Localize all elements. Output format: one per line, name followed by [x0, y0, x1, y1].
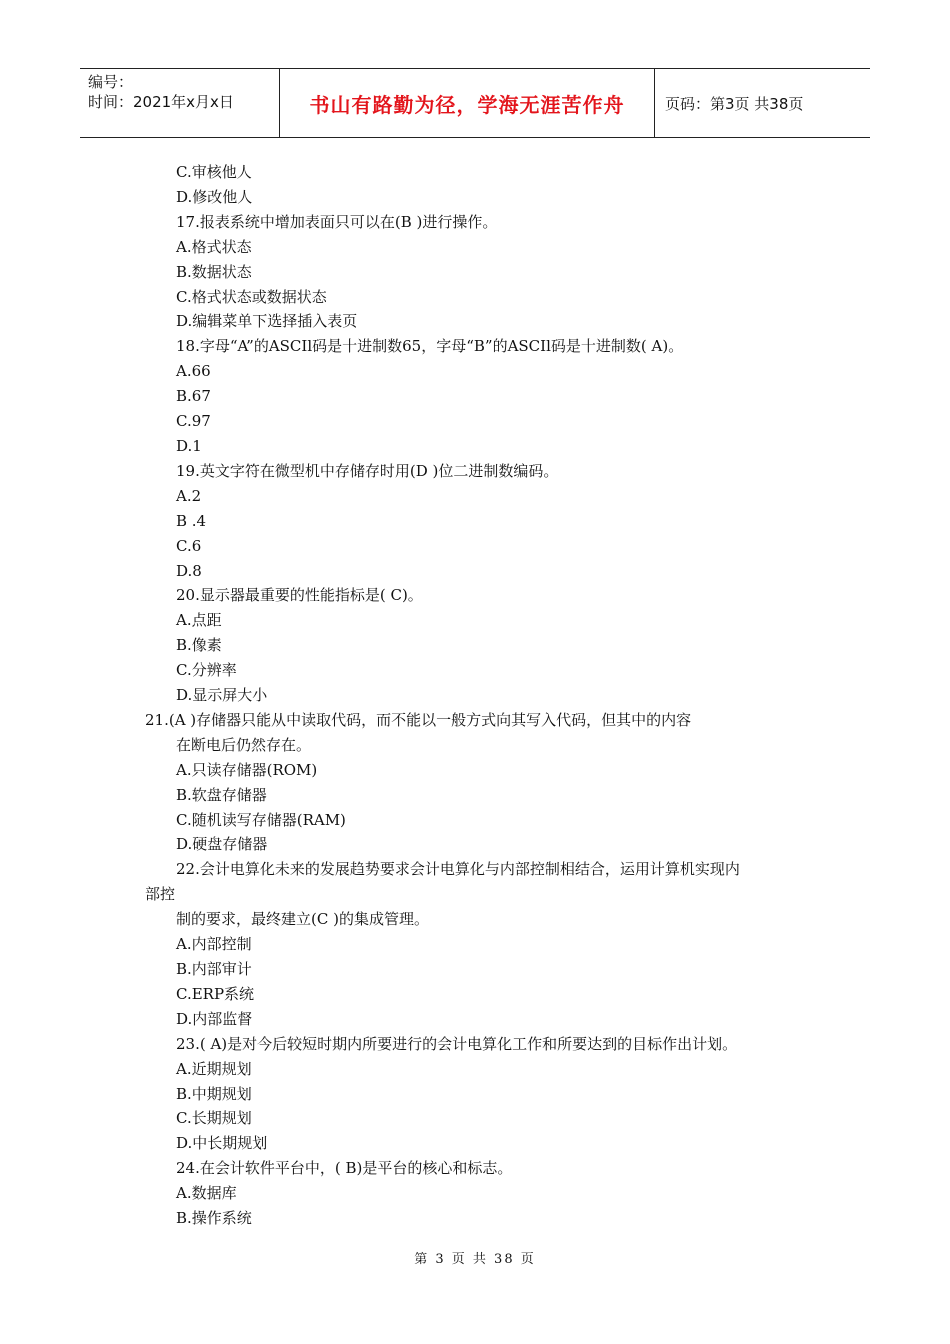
text-line: B.中期规划 — [176, 1084, 252, 1103]
text-line: B.内部审计 — [176, 960, 252, 978]
text-line: 21.(A )存储器只能从中读取代码，而不能以一般方式向其写入代码，但其中的内容 — [145, 710, 692, 729]
text-line: D.硬盘存储器 — [176, 835, 268, 854]
text-line: B.像素 — [176, 636, 222, 655]
motto-text: 书山有路勤为径，学海无涯苦作舟 — [309, 92, 625, 117]
text-line: A.内部控制 — [176, 935, 252, 954]
text-line: A.近期规划 — [176, 1059, 252, 1078]
text-line: 制的要求，最终建立(C )的集成管理。 — [176, 910, 429, 929]
text-line: 在断电后仍然存在。 — [176, 735, 312, 754]
text-line: A.2 — [176, 486, 202, 505]
page-footer — [0, 1248, 950, 1267]
text-line: C.随机读写存储器(RAM) — [176, 810, 346, 829]
text-line: B .4 — [176, 511, 207, 530]
text-line: C.97 — [176, 412, 211, 431]
text-line: A.66 — [176, 362, 211, 381]
text-line: 18.字母“A”的ASCIl码是十进制数65，字母“B”的ASCIl码是十进制数( A)。 — [176, 337, 684, 356]
page-label: 页码：第3页 共38页 — [665, 94, 804, 113]
number-label: 编号： — [88, 73, 134, 91]
text-line: 17.报表系统中增加表面只可以在(B )进行操作。 — [176, 212, 498, 231]
text-line: C.分辨率 — [176, 661, 237, 680]
footer-page-number: 第 3 页 共 38 页 — [414, 1252, 536, 1267]
text-line: B.操作系统 — [176, 1209, 252, 1228]
text-line: 24.在会计软件平台中，( B)是平台的核心和标志。 — [176, 1159, 513, 1178]
text-line: C.ERP系统 — [176, 984, 255, 1003]
text-line: D.1 — [176, 436, 202, 455]
page-info-cell — [655, 69, 870, 137]
question-body — [145, 160, 825, 1231]
text-line: B.软盘存储器 — [176, 785, 267, 804]
text-line: B.67 — [176, 387, 211, 406]
text-line: A.数据库 — [176, 1184, 237, 1203]
text-line: 20.显示器最重要的性能指标是( C)。 — [176, 586, 423, 605]
text-line: 22.会计电算化未来的发展趋势要求会计电算化与内部控制相结合，运用计算机实现内 — [176, 860, 740, 879]
text-line: A.格式状态 — [176, 237, 252, 256]
text-line: C.长期规划 — [176, 1109, 252, 1128]
text-line: 19.英文字符在微型机中存储存时用(D )位二进制数编码。 — [176, 461, 559, 480]
text-line: A.只读存储器(ROM) — [176, 760, 318, 779]
text-line: C.6 — [176, 536, 202, 555]
text-line: A.点距 — [176, 611, 222, 630]
motto-cell — [280, 69, 655, 137]
text-line: 部控 — [145, 885, 176, 904]
text-line: D.显示屏大小 — [176, 686, 268, 705]
page-header — [80, 68, 870, 138]
text-line: D.中长期规划 — [176, 1134, 268, 1153]
text-line: 23.( A)是对今后较短时期内所要进行的会计电算化工作和所要达到的目标作出计划。 — [176, 1034, 738, 1053]
text-line: D.修改他人 — [176, 187, 253, 206]
header-info-cell — [80, 69, 280, 137]
time-label: 时间：2021年x月x日 — [88, 93, 234, 111]
text-line: C.格式状态或数据状态 — [176, 287, 327, 306]
text-line: D.8 — [176, 561, 202, 580]
text-line: C.审核他人 — [176, 163, 252, 181]
text-line: D.内部监督 — [176, 1009, 253, 1028]
text-line: B.数据状态 — [176, 262, 252, 281]
text-line: D.编辑菜单下选择插入表页 — [176, 312, 358, 331]
